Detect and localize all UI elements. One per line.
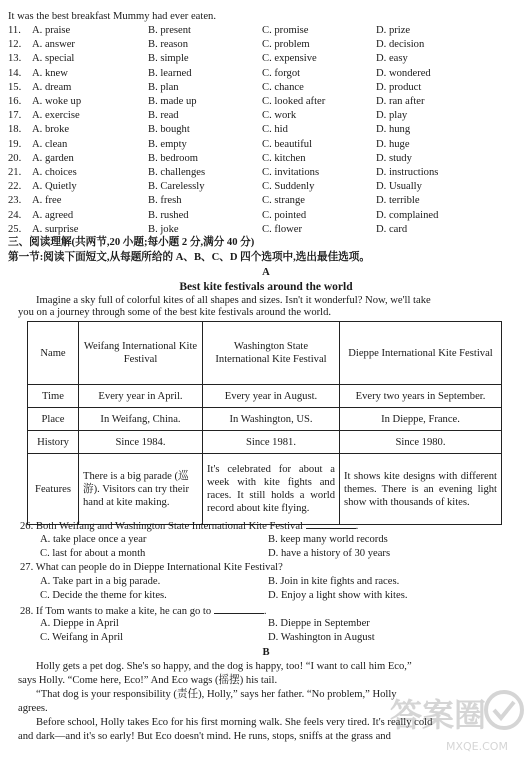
question-tail: . <box>263 606 267 617</box>
question-number: 19. <box>8 138 22 150</box>
option-c: C. chance <box>262 81 304 93</box>
festival-dieppe: Dieppe International Kite Festival <box>340 322 502 385</box>
passage-b-p2a: “That dog is your responsibility (责任), Holly,” says her father. “No problem,” Holly <box>36 689 397 700</box>
answer-blank <box>214 603 264 614</box>
section-instruction: 第一节:阅读下面短文,从每题所给的 A、B、C、D 四个选项中,选出最佳选项。 <box>8 252 370 263</box>
option-a: A. choices <box>32 167 77 178</box>
question-number: 22. <box>8 181 22 193</box>
question-stem: 26. Both Weifang and Washington State International Kite Festival <box>20 521 303 532</box>
option-c: C. flower <box>262 223 303 235</box>
intro-line: It was the best breakfast Mummy had ever eaten. <box>8 11 216 22</box>
option-c: C. beautiful <box>262 138 313 150</box>
option-d: D. wondered <box>376 67 431 79</box>
question-26 <box>20 518 358 534</box>
option-c: C. strange <box>262 195 305 207</box>
option-a: A. broke <box>32 124 70 136</box>
option-d: D. huge <box>376 138 410 150</box>
watermark-url: MXQE.COM <box>446 740 508 753</box>
option-b: B. Carelessly <box>148 181 205 193</box>
question-number: 25. <box>8 223 22 235</box>
option-d: D. Enjoy a light show with kites. <box>268 590 408 601</box>
row-label: Time <box>28 385 79 408</box>
option-d: D. have a history of 30 years <box>268 548 391 559</box>
option-a: A. Take part in a big parade. <box>40 576 161 587</box>
question-number: 16. <box>8 96 22 107</box>
table-cell: It shows kite designs with different themes. There is an evening light show with thousands of kites. <box>340 454 502 525</box>
option-d: D. card <box>376 223 408 235</box>
passage-b-p1b: says Holly. “Come here, Eco!” And Eco wags (摇摆) his tail. <box>18 675 278 686</box>
table-cell: In Dieppe, France. <box>340 408 502 431</box>
passage-b-p3a: Before school, Holly takes Eco for his first morning walk. She feels very tired. It's really cold <box>36 717 433 728</box>
question-stem: 27. What can people do in Dieppe International Kite Festival? <box>20 562 283 573</box>
option-d: D. Usually <box>376 181 422 193</box>
option-a: A. garden <box>32 152 74 164</box>
option-a: A. Quietly <box>32 181 77 193</box>
question-number: 12. <box>8 39 22 51</box>
table-cell: In Weifang, China. <box>79 408 203 431</box>
passage-a-letter: A <box>262 267 270 278</box>
question-number: 14. <box>8 67 22 79</box>
passage-a-title: Best kite festivals around the world <box>179 281 353 293</box>
option-b: B. joke <box>148 223 179 235</box>
option-a: A. surprise <box>32 223 79 235</box>
option-b: B. made up <box>148 96 197 107</box>
table-row <box>28 408 502 431</box>
row-label: Place <box>28 408 79 431</box>
table-cell: Since 1981. <box>203 431 340 454</box>
option-c: C. Decide the theme for kites. <box>40 590 167 601</box>
section-heading: 三、阅读理解(共两节,20 小题;每小题 2 分,满分 40 分) <box>8 237 255 248</box>
option-c: C. expensive <box>262 53 317 65</box>
watermark-text: 答案圈 <box>390 696 487 734</box>
question-number: 21. <box>8 167 22 178</box>
option-c: C. looked after <box>262 96 326 107</box>
table-cell: Since 1984. <box>79 431 203 454</box>
option-c: C. work <box>262 110 297 122</box>
option-b: B. empty <box>148 138 187 150</box>
question-stem: 28. If Tom wants to make a kite, he can go to <box>20 606 212 617</box>
table-cell: It's celebrated for about a week with kite fights and races. It still holds a world record about kite flying. <box>203 454 340 525</box>
option-b: B. bedroom <box>148 152 199 164</box>
question-number: 23. <box>8 195 22 207</box>
option-d: D. Washington in August <box>268 632 375 643</box>
option-b: B. Join in kite fights and races. <box>268 576 400 587</box>
option-d: D. prize <box>376 25 411 36</box>
option-c: C. forgot <box>262 67 301 79</box>
option-b: B. present <box>148 25 191 36</box>
option-c: C. promise <box>262 25 309 36</box>
watermark-logo <box>386 686 528 756</box>
option-a: A. clean <box>32 138 68 150</box>
festival-washington: Washington State International Kite Festival <box>203 322 340 385</box>
option-c: C. hid <box>262 124 288 136</box>
table-cell: In Washington, US. <box>203 408 340 431</box>
festival-weifang: Weifang International Kite Festival <box>79 322 203 385</box>
option-b: B. keep many world records <box>268 534 388 545</box>
option-b: B. read <box>148 110 179 122</box>
option-d: D. hung <box>376 124 411 136</box>
question-number: 15. <box>8 81 22 93</box>
question-number: 13. <box>8 53 22 65</box>
passage-b-p3b: and dark—and it's so early! But Eco doesn't mind. He runs, stops, sniffs at the grass and <box>18 731 391 742</box>
option-c: C. Suddenly <box>262 181 315 193</box>
option-c: C. last for about a month <box>40 548 146 559</box>
option-a: A. dream <box>32 81 72 93</box>
option-c: C. Weifang in April <box>40 632 124 643</box>
option-d: D. decision <box>376 39 425 51</box>
option-d: D. study <box>376 152 412 164</box>
passage-a-intro-1: Imagine a sky full of colorful kites of all shapes and sizes. Isn't it wonderful? Now, we'll take <box>36 295 431 306</box>
option-b: B. learned <box>148 67 192 79</box>
question-number: 11. <box>8 25 21 36</box>
option-b: B. reason <box>148 39 189 51</box>
passage-b-letter: B <box>262 647 270 658</box>
table-row <box>28 454 502 525</box>
question-27 <box>20 561 283 575</box>
option-a: A. Dieppe in April <box>40 618 119 629</box>
option-a: A. praise <box>32 25 71 36</box>
table-header-row <box>28 322 502 385</box>
option-b: B. challenges <box>148 167 206 178</box>
table-row <box>28 431 502 454</box>
table-cell: Every two years in September. <box>340 385 502 408</box>
passage-b-p2b: agrees. <box>18 703 48 714</box>
option-c: C. invitations <box>262 167 320 178</box>
option-d: D. complained <box>376 209 439 221</box>
question-number: 24. <box>8 209 22 221</box>
option-c: C. problem <box>262 39 310 51</box>
option-d: D. instructions <box>376 167 439 178</box>
option-a: A. woke up <box>32 96 82 107</box>
option-d: D. ran after <box>376 96 425 107</box>
passage-a-intro-2: you on a journey through some of the best kite festivals around the world. <box>18 307 332 318</box>
option-d: D. product <box>376 81 422 93</box>
option-d: D. play <box>376 110 408 122</box>
option-b: B. fresh <box>148 195 182 207</box>
festival-table <box>27 321 502 525</box>
option-c: C. kitchen <box>262 152 306 164</box>
table-cell: Every year in April. <box>79 385 203 408</box>
table-cell: Since 1980. <box>340 431 502 454</box>
option-b: B. rushed <box>148 209 189 221</box>
option-d: D. easy <box>376 53 408 65</box>
watermark-graphic <box>386 686 528 756</box>
option-a: A. take place once a year <box>40 534 147 545</box>
table-cell: There is a big parade (巡游). Visitors can try their hand at kite making. <box>79 454 203 525</box>
option-b: B. bought <box>148 124 190 136</box>
option-a: A. answer <box>32 39 75 51</box>
option-a: A. knew <box>32 67 68 79</box>
option-a: A. free <box>32 195 62 207</box>
question-number: 18. <box>8 124 22 136</box>
row-label: Features <box>28 454 79 525</box>
option-d: D. terrible <box>376 195 420 207</box>
row-label: History <box>28 431 79 454</box>
option-b: B. simple <box>148 53 189 65</box>
option-a: A. special <box>32 53 75 65</box>
option-a: A. agreed <box>32 209 74 221</box>
table-cell: Every year in August. <box>203 385 340 408</box>
question-number: 17. <box>8 110 22 122</box>
question-number: 20. <box>8 152 22 164</box>
question-tail: . <box>355 521 359 532</box>
option-c: C. pointed <box>262 209 307 221</box>
option-b: B. plan <box>148 81 179 93</box>
option-a: A. exercise <box>32 110 80 122</box>
option-b: B. Dieppe in September <box>268 618 370 629</box>
name-label: Name <box>28 322 79 385</box>
passage-b-p1a: Holly gets a pet dog. She's so happy, and the dog is happy, too! “I want to call him Eco,” <box>36 661 412 672</box>
answer-blank <box>306 518 356 529</box>
table-row <box>28 385 502 408</box>
